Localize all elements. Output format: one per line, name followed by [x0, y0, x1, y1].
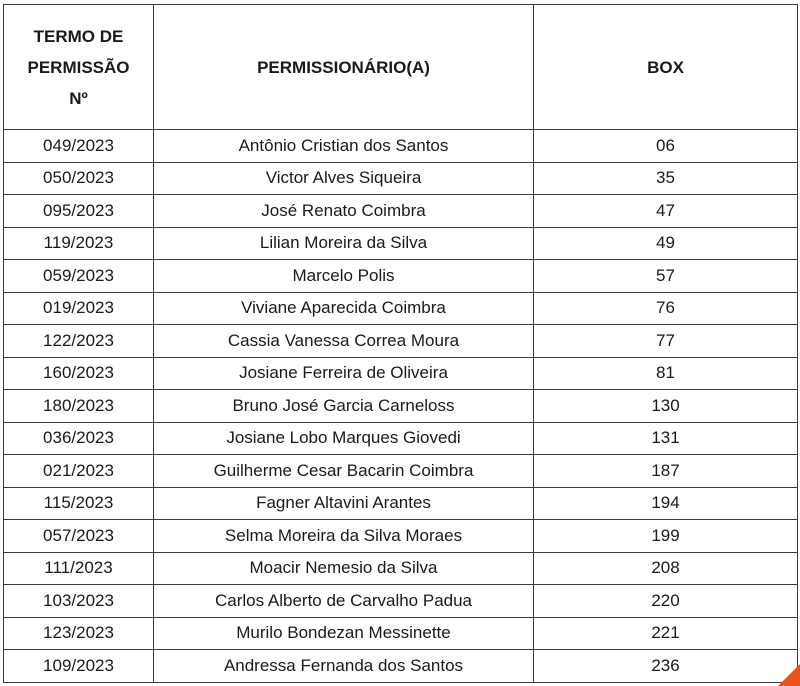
cell-permissionario: Victor Alves Siqueira [154, 162, 534, 195]
table-row [4, 520, 798, 553]
table-row [4, 292, 798, 325]
table-row [4, 650, 798, 683]
cell-permissionario: Murilo Bondezan Messinette [154, 617, 534, 650]
cell-box: 194 [534, 487, 798, 520]
cell-permissionario: Selma Moreira da Silva Moraes [154, 520, 534, 553]
cell-termo: 111/2023 [4, 552, 154, 585]
cell-termo: 180/2023 [4, 390, 154, 423]
cell-box: 130 [534, 390, 798, 423]
header-termo [4, 5, 154, 130]
cell-termo: 095/2023 [4, 195, 154, 228]
cell-box: 187 [534, 455, 798, 488]
table-row [4, 195, 798, 228]
cell-termo: 103/2023 [4, 585, 154, 618]
cell-box: 49 [534, 227, 798, 260]
cell-permissionario: Fagner Altavini Arantes [154, 487, 534, 520]
cell-box: 81 [534, 357, 798, 390]
cell-box: 76 [534, 292, 798, 325]
table-row [4, 227, 798, 260]
cell-termo: 050/2023 [4, 162, 154, 195]
cell-termo: 160/2023 [4, 357, 154, 390]
table-row [4, 390, 798, 423]
corner-accent [778, 664, 800, 686]
cell-box: 06 [534, 130, 798, 163]
cell-permissionario: Viviane Aparecida Coimbra [154, 292, 534, 325]
cell-termo: 021/2023 [4, 455, 154, 488]
cell-permissionario: Antônio Cristian dos Santos [154, 130, 534, 163]
table-row [4, 162, 798, 195]
table-row [4, 455, 798, 488]
table-body [4, 130, 798, 683]
cell-termo: 122/2023 [4, 325, 154, 358]
cell-permissionario: Andressa Fernanda dos Santos [154, 650, 534, 683]
cell-box: 208 [534, 552, 798, 585]
cell-permissionario: Moacir Nemesio da Silva [154, 552, 534, 585]
cell-termo: 115/2023 [4, 487, 154, 520]
header-row [4, 5, 798, 130]
header-termo-line-2: PERMISSÃO [27, 57, 130, 77]
cell-termo: 019/2023 [4, 292, 154, 325]
table-row [4, 422, 798, 455]
table-row [4, 487, 798, 520]
cell-permissionario: Lilian Moreira da Silva [154, 227, 534, 260]
header-box: BOX [534, 5, 798, 130]
table-row [4, 130, 798, 163]
cell-permissionario: Guilherme Cesar Bacarin Coimbra [154, 455, 534, 488]
table-row [4, 585, 798, 618]
cell-box: 35 [534, 162, 798, 195]
table-row [4, 260, 798, 293]
cell-termo: 123/2023 [4, 617, 154, 650]
cell-box: 199 [534, 520, 798, 553]
cell-termo: 049/2023 [4, 130, 154, 163]
cell-box: 236 [534, 650, 798, 683]
cell-permissionario: Carlos Alberto de Carvalho Padua [154, 585, 534, 618]
cell-termo: 119/2023 [4, 227, 154, 260]
header-termo-line-1: TERMO DE [33, 26, 124, 46]
cell-box: 47 [534, 195, 798, 228]
table-row [4, 357, 798, 390]
table-row [4, 552, 798, 585]
cell-permissionario: Josiane Lobo Marques Giovedi [154, 422, 534, 455]
cell-permissionario: Cassia Vanessa Correa Moura [154, 325, 534, 358]
cell-termo: 059/2023 [4, 260, 154, 293]
cell-termo: 057/2023 [4, 520, 154, 553]
cell-permissionario: Marcelo Polis [154, 260, 534, 293]
cell-permissionario: José Renato Coimbra [154, 195, 534, 228]
permissions-table [3, 4, 798, 683]
cell-box: 77 [534, 325, 798, 358]
header-permissionario: PERMISSIONÁRIO(A) [154, 5, 534, 130]
cell-box: 220 [534, 585, 798, 618]
cell-termo: 036/2023 [4, 422, 154, 455]
table-row [4, 325, 798, 358]
cell-permissionario: Josiane Ferreira de Oliveira [154, 357, 534, 390]
header-termo-line-3: Nº [69, 88, 88, 108]
cell-termo: 109/2023 [4, 650, 154, 683]
cell-box: 221 [534, 617, 798, 650]
cell-box: 131 [534, 422, 798, 455]
cell-box: 57 [534, 260, 798, 293]
cell-permissionario: Bruno José Garcia Carneloss [154, 390, 534, 423]
table-row [4, 617, 798, 650]
